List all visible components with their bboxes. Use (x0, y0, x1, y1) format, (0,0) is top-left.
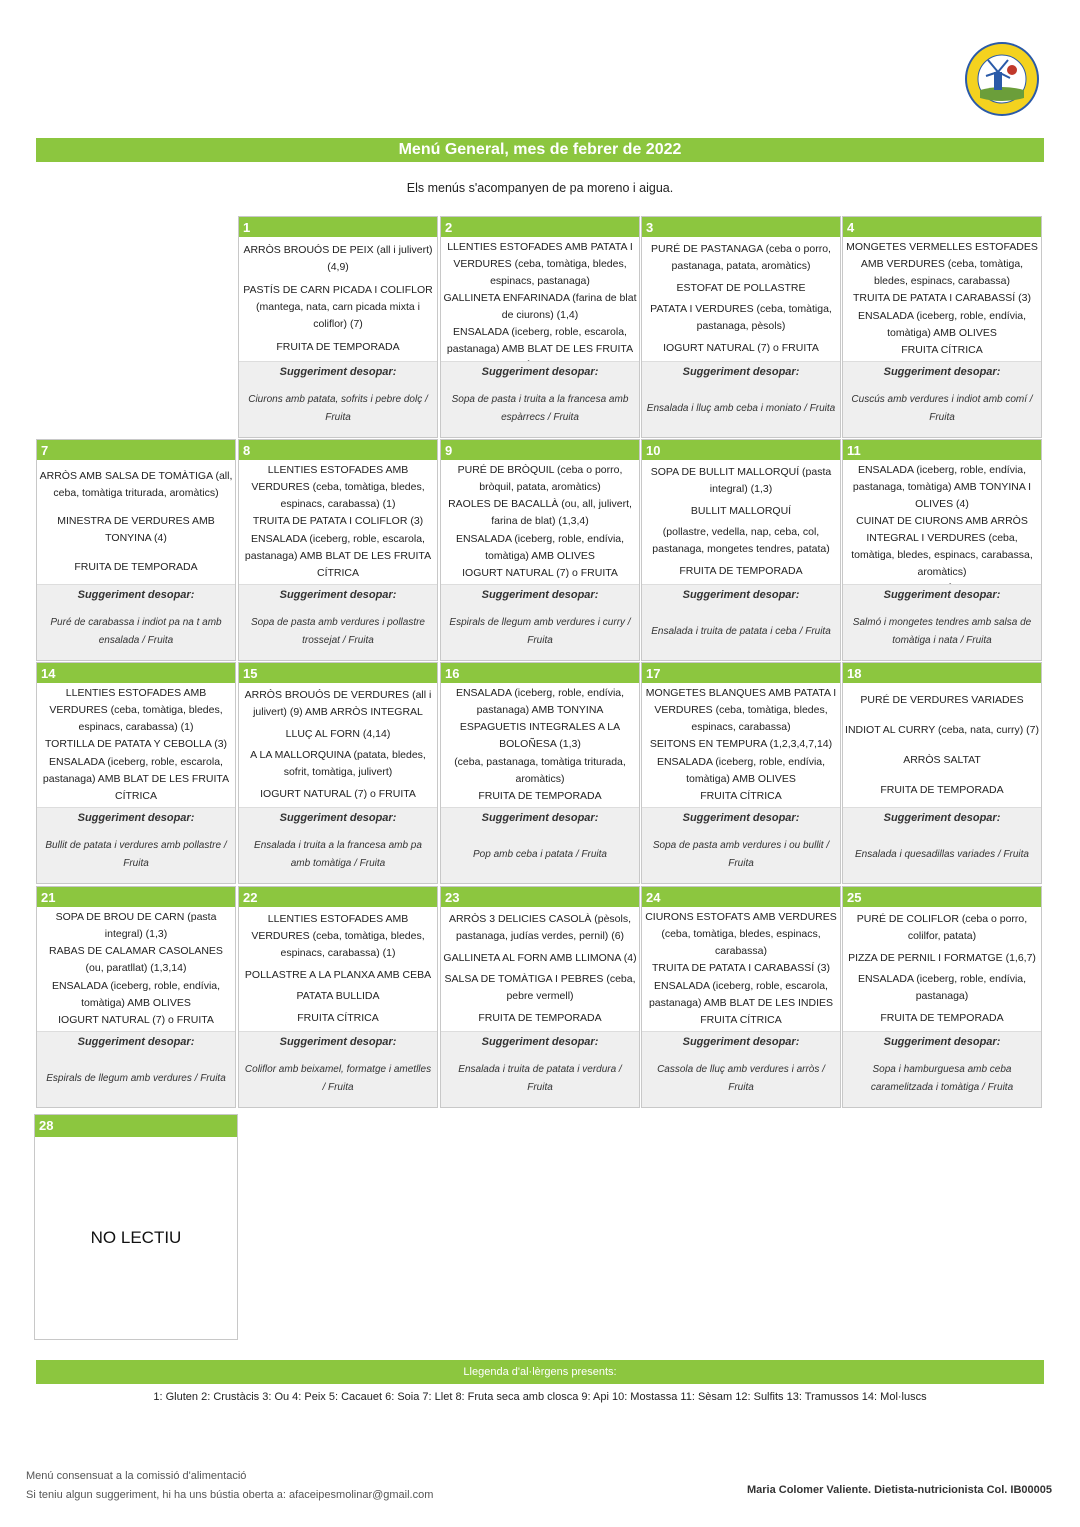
dinner-suggestion-label: Suggeriment desopar: (239, 807, 437, 827)
day-cell-3 (641, 216, 841, 438)
day-number: 22 (239, 887, 437, 907)
dinner-suggestion: Espirals de llegum amb verdures i curry / Fruita (441, 604, 639, 660)
meal-item: FRUITA DE TEMPORADA (276, 341, 400, 353)
meal-list (441, 460, 639, 584)
meal-list (642, 907, 840, 1031)
meal-item: CUINAT DE CIURONS AMB ARRÒS INTEGRAL I VERDURES (ceba, tomàtiga, bledes, espinacs, carabassa, aromàtics) (851, 515, 1033, 578)
meal-item: MONGETES VERMELLES ESTOFADES AMB VERDURES (ceba, tomàtiga, bledes, espinacs, carabassa) (846, 241, 1038, 288)
meal-item: ENSALADA (iceberg, roble, endívia, tomàtiga) AMB OLIVES (857, 309, 1027, 339)
meal-item: IOGURT NATURAL (7) o FRUITA (58, 1013, 214, 1026)
meal-list (843, 237, 1041, 361)
no-lectiu-label: NO LECTIU (90, 1228, 182, 1247)
meal-item: GALLINETA AL FORN AMB LLIMONA (4) (443, 951, 637, 964)
day-number: 16 (441, 663, 639, 683)
dinner-suggestion: Espirals de llegum amb verdures / Fruita (37, 1051, 235, 1107)
meal-item: CIURONS ESTOFATS AMB VERDURES (ceba, tomàtiga, bledes, espinacs, carabassa) (645, 911, 837, 958)
day-cell-18 (842, 662, 1042, 884)
day-cell-15 (238, 662, 438, 884)
day-number: 28 (35, 1115, 237, 1137)
dinner-suggestion-label: Suggeriment desopar: (37, 1031, 235, 1051)
day-cell-8 (238, 439, 438, 661)
meal-item: PURÉ DE BRÒQUIL (ceba o porro, bròquil, patata, aromàtics) (457, 464, 623, 494)
school-logo (950, 40, 1054, 118)
dinner-suggestion: Sopa i hamburguesa amb ceba caramelitzada i tomàtiga / Fruita (843, 1051, 1041, 1107)
meal-item: PATATA BULLIDA (296, 990, 380, 1003)
dinner-suggestion-label: Suggeriment desopar: (239, 1031, 437, 1051)
meal-item: TRUITA DE PATATA I CARABASSÍ (3) (652, 962, 830, 975)
meal-item: MINESTRA DE VERDURES AMB TONYINA (4) (57, 515, 215, 545)
day-number: 9 (441, 440, 639, 460)
meal-item: FRUITA CÍTRICA (700, 789, 782, 802)
meal-item: POLLASTRE A LA PLANXA AMB CEBA (244, 968, 432, 981)
meal-list (843, 683, 1041, 807)
day-number: 24 (642, 887, 840, 907)
meal-list (441, 907, 639, 1031)
subtitle: Els menús s'acompanyen de pa moreno i aigua. (406, 181, 674, 195)
day-cell-17 (641, 662, 841, 884)
day-number: 8 (239, 440, 437, 460)
day-number: 18 (843, 663, 1041, 683)
meal-item: FRUITA DE TEMPORADA (74, 561, 198, 574)
meal-item: FRUITA DE TEMPORADA (679, 564, 803, 577)
day-cell-28 (34, 1114, 238, 1340)
meal-item: ARRÒS BROUÓS DE PEIX (all i julivert) (4,9) (243, 244, 433, 273)
meal-list (239, 683, 437, 807)
dinner-suggestion-label: Suggeriment desopar: (642, 1031, 840, 1051)
meal-item: FRUITA DE TEMPORADA (880, 1011, 1004, 1024)
meal-item: ARRÒS 3 DELICIES CASOLÀ (pèsols, pastanaga, judías verdes, pernil) (6) (448, 913, 632, 943)
dinner-suggestion: Puré de carabassa i indiot pa na t amb ensalada / Fruita (37, 604, 235, 660)
meal-list (239, 907, 437, 1031)
meal-item: (ceba, pastanaga, tomàtiga triturada, aromàtics) (454, 755, 626, 785)
dinner-suggestion-label: Suggeriment desopar: (843, 584, 1041, 604)
meal-item: TRUITA DE PATATA I COLIFLOR (3) (252, 515, 424, 528)
meal-item: FRUITA CÍTRICA (901, 343, 983, 356)
dinner-suggestion-label: Suggeriment desopar: (642, 361, 840, 381)
meal-item: ESPAGUETIS INTEGRALES A LA BOLOÑESA (1,3) (459, 721, 621, 751)
meal-item: TRUITA DE PATATA I CARABASSÍ (3) (853, 292, 1031, 305)
dinner-suggestion: Ciurons amb patata, sofrits i pebre dolç / Fruita (239, 381, 437, 437)
day-number: 11 (843, 440, 1041, 460)
dinner-suggestion: Salmó i mongetes tendres amb salsa de tomàtiga i nata / Fruita (843, 604, 1041, 660)
meal-list (239, 460, 437, 584)
meal-list (37, 907, 235, 1031)
meal-item: SALSA DE TOMÀTIGA I PEBRES (ceba, pebre vermell) (444, 973, 636, 1003)
meal-item: FRUITA DE TEMPORADA (478, 1011, 602, 1024)
meal-item: (pollastre, vedella, nap, ceba, col, pastanaga, mongetes tendres, patata) (652, 526, 830, 556)
day-cell-25 (842, 886, 1042, 1108)
meal-item: FRUITA CÍTRICA (297, 1011, 379, 1024)
meal-item: ESTOFAT DE POLLASTRE (676, 281, 806, 294)
meal-item: IOGURT NATURAL (7) o FRUITA (462, 566, 618, 579)
day-cell-23 (440, 886, 640, 1108)
day-cell-16 (440, 662, 640, 884)
meal-list (37, 460, 235, 584)
meal-item: FRUITA DE TEMPORADA (478, 789, 602, 802)
dinner-suggestion: Cassola de lluç amb verdures i arròs / Fruita (642, 1051, 840, 1107)
meal-item: RAOLES DE BACALLÀ (ou, all, julivert, farina de blat) (1,3,4) (448, 498, 632, 528)
dinner-suggestion: Ensalada i truita de patata i verdura / Fruita (441, 1051, 639, 1107)
day-cell-4 (842, 216, 1042, 438)
meal-item: ENSALADA (iceberg, roble, escarola, pastanaga) AMB BLAT DE LES FRUITA CÍTRICA (244, 532, 432, 579)
day-number: 10 (642, 440, 840, 460)
day-cell-24 (641, 886, 841, 1108)
page-title: Menú General, mes de febrer de 2022 (36, 138, 1044, 162)
meal-item: ENSALADA (iceberg, roble, escarola, pastanaga) AMB BLAT DE LES INDIES (648, 979, 834, 1009)
footer-note (26, 1467, 433, 1505)
meal-list (642, 237, 840, 361)
day-number: 1 (239, 217, 437, 237)
meal-item: INDIOT AL CURRY (ceba, nata, curry) (7) (845, 723, 1039, 736)
meal-item: SOPA DE BULLIT MALLORQUÍ (pasta integral) (1,3) (650, 466, 832, 496)
dinner-suggestion: Coliflor amb beixamel, formatge i ametlles / Fruita (239, 1051, 437, 1107)
day-number: 17 (642, 663, 840, 683)
dinner-suggestion-label: Suggeriment desopar: (441, 1031, 639, 1051)
day-number: 7 (37, 440, 235, 460)
meal-list (642, 460, 840, 584)
meal-item: PURÉ DE PASTANAGA (ceba o porro, pastanaga, patata, aromàtics) (651, 243, 831, 273)
meal-item: LLUÇ AL FORN (4,14) (285, 727, 391, 740)
meal-item: FRUITA DE TEMPORADA (880, 783, 1004, 796)
meal-item: A LA MALLORQUINA (patata, bledes, sofrit, tomàtiga, julivert) (250, 749, 426, 779)
day-cell-9 (440, 439, 640, 661)
day-cell-14 (36, 662, 236, 884)
dinner-suggestion-label: Suggeriment desopar: (37, 807, 235, 827)
meal-list (642, 683, 840, 807)
footer-credit: Maria Colomer Valiente. Dietista-nutricionista Col. IB00005 (746, 1484, 1052, 1496)
dinner-suggestion: Ensalada i truita de patata i ceba / Fruita (642, 604, 840, 660)
meal-item: ARRÒS AMB SALSA DE TOMÀTIGA (all, ceba, tomàtiga triturada, aromàtics) (39, 469, 233, 499)
day-cell-1 (238, 216, 438, 438)
allergen-legend-title: Llegenda d'al·lèrgens presents: (36, 1360, 1044, 1384)
meal-item: RABAS DE CALAMAR CASOLANES (ou, paratllat) (1,3,14) (49, 945, 223, 975)
meal-item: ARRÒS BROUÓS DE VERDURES (all i julivert) (9) AMB ARRÒS INTEGRAL (244, 689, 432, 719)
dinner-suggestion: Ensalada i lluç amb ceba i moniato / Fruita (642, 381, 840, 437)
meal-item: ARRÒS SALTAT (903, 753, 981, 766)
dinner-suggestion: Cuscús amb verdures i indiot amb comí / Fruita (843, 381, 1041, 437)
dinner-suggestion-label: Suggeriment desopar: (37, 584, 235, 604)
meal-item: GALLINETA ENFARINADA (farina de blat de ciurons) (1,4) (443, 292, 637, 321)
dinner-suggestion-label: Suggeriment desopar: (642, 584, 840, 604)
meal-list (843, 460, 1041, 584)
meal-item: BULLIT MALLORQUÍ (690, 504, 792, 517)
day-number: 4 (843, 217, 1041, 237)
meal-item: ENSALADA (iceberg, roble, endívia, pastanaga) AMB TONYINA (455, 687, 625, 717)
dinner-suggestion: Pop amb ceba i patata / Fruita (441, 827, 639, 883)
day-number: 2 (441, 217, 639, 237)
meal-list (239, 237, 437, 361)
day-cell-2 (440, 216, 640, 438)
dinner-suggestion-label: Suggeriment desopar: (441, 361, 639, 381)
meal-item: ENSALADA (iceberg, roble, endívia, tomàtiga) AMB OLIVES (51, 979, 221, 1009)
meal-item: ENSALADA (iceberg, roble, endívia, tomàtiga) AMB OLIVES (455, 532, 625, 562)
dinner-suggestion: Sopa de pasta amb verdures i pollastre trossejat / Fruita (239, 604, 437, 660)
meal-item: LLENTIES ESTOFADES AMB VERDURES (ceba, tomàtiga, bledes, espinacs, carabassa) (1) (49, 687, 223, 734)
meal-item: MONGETES BLANQUES AMB PATATA I VERDURES (ceba, tomàtiga, bledes, espinacs, carabassa) (645, 687, 837, 734)
meal-list (441, 237, 639, 361)
meal-item: PURÉ DE VERDURES VARIADES (860, 693, 1024, 706)
meal-item: ENSALADA (iceberg, roble, escarola, pastanaga) AMB BLAT DE LES FRUITA (446, 326, 634, 355)
dinner-suggestion: Sopa de pasta i truita a la francesa amb espàrrecs / Fruita (441, 381, 639, 437)
dinner-suggestion: Ensalada i quesadillas variades / Fruita (843, 827, 1041, 883)
dinner-suggestion-label: Suggeriment desopar: (843, 361, 1041, 381)
meal-item: PATATA I VERDURES (ceba, tomàtiga, pastanaga, pèsols) (650, 303, 832, 333)
day-cell-7 (36, 439, 236, 661)
meal-item: LLENTIES ESTOFADES AMB PATATA I VERDURES (ceba, tomàtiga, bledes, espinacs, pastanaga) (447, 241, 633, 287)
day-number: 14 (37, 663, 235, 683)
meal-item: ENSALADA (iceberg, roble, endívia, tomàtiga) AMB OLIVES (656, 755, 826, 785)
footer-line-1: Menú consensuat a la comissió d'alimentació (26, 1470, 247, 1482)
day-number: 23 (441, 887, 639, 907)
day-number: 21 (37, 887, 235, 907)
dinner-suggestion-label: Suggeriment desopar: (843, 807, 1041, 827)
meal-item: PASTÍS DE CARN PICADA I COLIFLOR (mantega, nata, carn picada mixta i coliflor) (7) (243, 284, 433, 330)
meal-item: LLENTIES ESTOFADES AMB VERDURES (ceba, tomàtiga, bledes, espinacs, carabassa) (1) (251, 464, 425, 511)
day-number: 3 (642, 217, 840, 237)
footer-line-2: Si teniu algun suggeriment, hi ha uns bústia oberta a: afaceipesmolinar@gmail.com (26, 1489, 434, 1501)
dinner-suggestion-label: Suggeriment desopar: (441, 807, 639, 827)
meal-item: PURÉ DE COLIFLOR (ceba o porro, colilfor, patata) (856, 913, 1028, 943)
day-cell-10 (641, 439, 841, 661)
day-number: 15 (239, 663, 437, 683)
windmill-icon (950, 40, 1054, 118)
meal-list (843, 907, 1041, 1031)
dinner-suggestion-label: Suggeriment desopar: (239, 361, 437, 381)
day-cell-11 (842, 439, 1042, 661)
meal-list (37, 683, 235, 807)
dinner-suggestion: Ensalada i truita a la francesa amb pa amb tomàtiga / Fruita (239, 827, 437, 883)
allergen-list: 1: Gluten 2: Crustàcis 3: Ou 4: Peix 5: Cacauet 6: Soia 7: Llet 8: Fruta seca amb closca 9: Api 10: Mostassa 11: Sèsam 12: Sulfits 13: Tramussos 14: Mol·luscs (153, 1391, 927, 1403)
meal-item: LLENTIES ESTOFADES AMB VERDURES (ceba, tomàtiga, bledes, espinacs, carabassa) (1) (251, 913, 425, 960)
day-cell-22 (238, 886, 438, 1108)
dinner-suggestion-label: Suggeriment desopar: (441, 584, 639, 604)
day-number: 25 (843, 887, 1041, 907)
day-cell-21 (36, 886, 236, 1108)
meal-item: PIZZA DE PERNIL I FORMATGE (1,6,7) (848, 951, 1036, 964)
meal-item: TORTILLA DE PATATA Y CEBOLLA (3) (44, 738, 228, 751)
meal-item: ENSALADA (iceberg, roble, endívia, pastanaga) (857, 973, 1027, 1003)
dinner-suggestion-label: Suggeriment desopar: (239, 584, 437, 604)
dinner-suggestion: Sopa de pasta amb verdures i ou bullit / Fruita (642, 827, 840, 883)
dinner-suggestion-label: Suggeriment desopar: (642, 807, 840, 827)
meal-item: IOGURT NATURAL (7) o FRUITA (260, 787, 416, 800)
meal-item: SOPA DE BROU DE CARN (pasta integral) (1,3) (55, 911, 217, 941)
dinner-suggestion: Bullit de patata i verdures amb pollastre / Fruita (37, 827, 235, 883)
dinner-suggestion-label: Suggeriment desopar: (843, 1031, 1041, 1051)
meal-list (441, 683, 639, 807)
meal-item: FRUITA CÍTRICA (700, 1013, 782, 1026)
meal-item: ENSALADA (iceberg, roble, escarola, pastanaga) AMB BLAT DE LES FRUITA CÍTRICA (42, 755, 230, 802)
meal-item: SEITONS EN TEMPURA (1,2,3,4,7,14) (649, 738, 833, 751)
meal-item (901, 581, 982, 584)
meal-item: IOGURT NATURAL (7) o FRUITA (663, 341, 819, 354)
meal-item: ENSALADA (iceberg, roble, endívia, pastanaga, tomàtiga) AMB TONYINA I OLIVES (4) (852, 464, 1032, 510)
